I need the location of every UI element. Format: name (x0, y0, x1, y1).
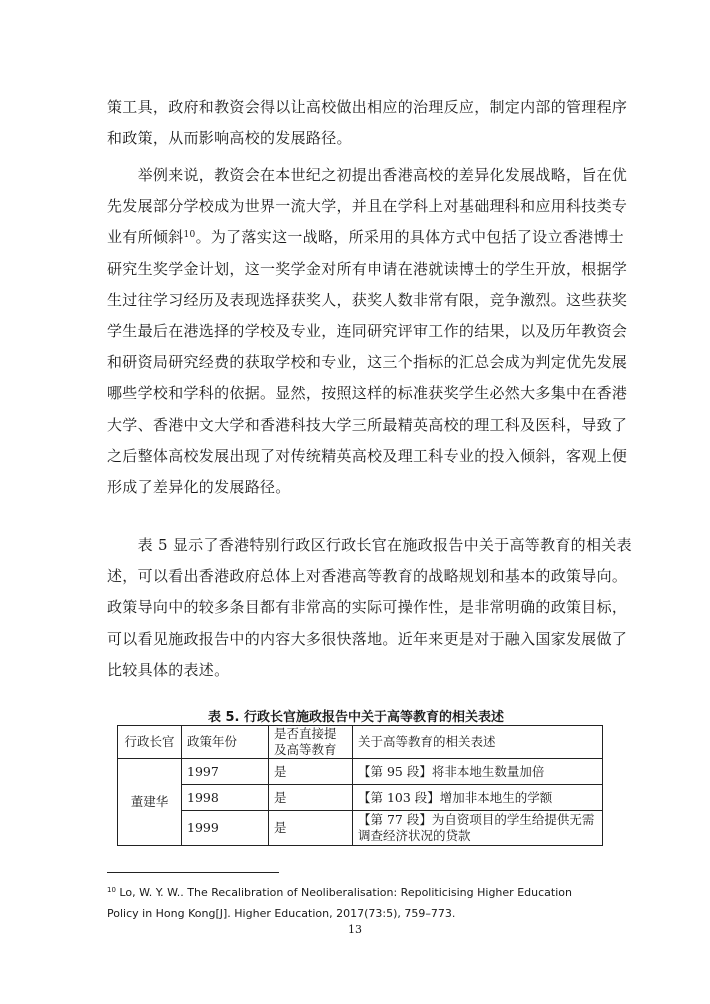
table-row (118, 785, 603, 811)
page-number: 13 (348, 923, 362, 936)
footnote-separator (107, 872, 279, 873)
table-caption: 表 5. 行政长官施政报告中关于高等教育的相关表述 (207, 710, 505, 725)
text-line: 表 5 显示了香港特别行政区行政长官在施政报告中关于高等教育的相关表 (107, 536, 632, 554)
text-line: 大学、香港中文大学和香港科技大学三所最精英高校的理工科及医科，导致了 (107, 415, 628, 434)
header-cell: 政策年份 (182, 726, 269, 759)
policy-table (117, 725, 603, 846)
text-line-with-footnote (107, 222, 624, 253)
text-line: 可以看见施政报告中的内容大多很快落地。近年来更是对于融入国家发展做了 (107, 629, 628, 648)
year-cell: 1999 (182, 811, 269, 846)
text-line: 形成了差异化的发展路径。 (107, 478, 291, 497)
table-row (118, 759, 603, 785)
statement-cell: 【第 77 段】为自资项目的学生给提供无需调查经济状况的贷款 (353, 811, 603, 846)
direct-mention-cell: 是 (269, 811, 353, 846)
text-segment: 。为了落实这一战略，所采用的具体方式中包括了设立香港博士 (195, 228, 624, 247)
text-line: 策工具，政府和教资会得以让高校做出相应的治理反应，制定内部的管理程序 (107, 98, 628, 116)
table-header-row (118, 726, 603, 759)
statement-cell: 【第 103 段】增加非本地生的学额 (353, 785, 603, 811)
text-line: 研究生奖学金计划，这一奖学金对所有申请在港就读博士的学生开放，根据学 (107, 259, 628, 278)
footnote-text: Lo, W. Y. W.. The Recalibration of Neoliberalisation: Repoliticising Higher Education Policy in Hong Kong[J]. Higher Education, 2017(73:5), 759–773. (107, 886, 572, 920)
text-line: 和研资局研究经费的获取学校和专业，这三个指标的汇总会成为判定优先发展 (107, 353, 628, 372)
text-line: 述，可以看出香港政府总体上对香港高等教育的战略规划和基本的政策导向。 (107, 567, 628, 586)
direct-mention-cell: 是 (269, 785, 353, 811)
paragraph-1 (107, 92, 628, 154)
statement-cell: 【第 95 段】将非本地生数量加倍 (353, 759, 603, 785)
header-cell: 是否直接提及高等教育 (269, 726, 353, 759)
direct-mention-cell: 是 (269, 759, 353, 785)
paragraph-3 (107, 530, 632, 686)
chief-executive-cell: 董建华 (118, 759, 182, 846)
footnote-number: 10 (107, 886, 116, 894)
text-line: 学生最后在港选择的学校及专业，连同研究评审工作的结果，以及历年教资会 (107, 322, 628, 341)
text-line: 先发展部分学校成为世界一流大学，并且在学科上对基础理科和应用科技类专 (107, 197, 628, 216)
header-cell: 行政长官 (118, 726, 182, 759)
year-cell: 1998 (182, 785, 269, 811)
footnote-reference: 10 (183, 230, 196, 241)
text-segment: 业有所倾斜 (107, 228, 184, 247)
footnote (107, 882, 607, 924)
year-cell: 1997 (182, 759, 269, 785)
text-line: 政策导向中的较多条目都有非常高的实际可操作性，是非常明确的政策目标， (107, 598, 628, 617)
table-row (118, 811, 603, 846)
text-line: 和政策，从而影响高校的发展路径。 (107, 129, 352, 148)
text-line: 比较具体的表述。 (107, 660, 230, 679)
text-line: 举例来说，教资会在本世纪之初提出香港高校的差异化发展战略，旨在优 (107, 166, 628, 184)
header-cell: 关于高等教育的相关表述 (353, 726, 603, 759)
text-line: 哪些学校和学科的依据。显然，按照这样的标准获奖学生必然大多集中在香港 (107, 384, 628, 403)
text-line: 生过往学习经历及表现选择获奖人，获奖人数非常有限，竞争激烈。这些获奖 (107, 290, 628, 309)
paragraph-2 (107, 160, 628, 503)
text-line: 之后整体高校发展出现了对传统精英高校及理工科专业的投入倾斜，客观上便 (107, 446, 628, 465)
